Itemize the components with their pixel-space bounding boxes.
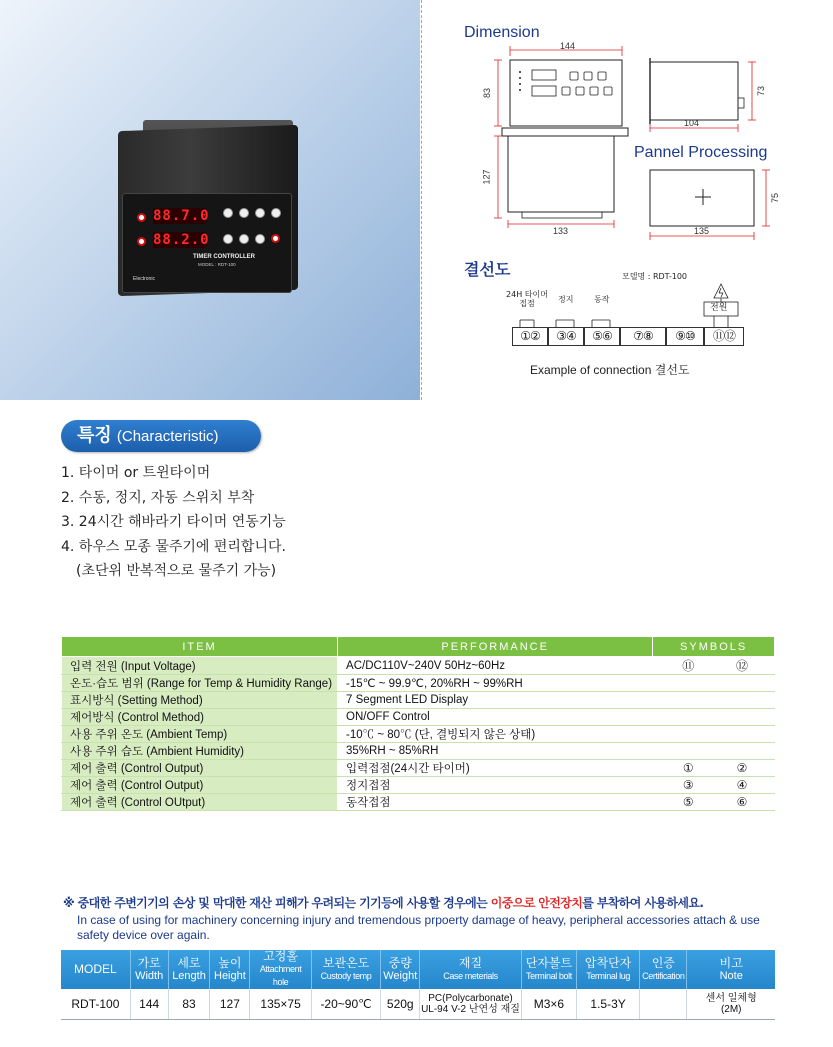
characteristics-list xyxy=(61,461,286,584)
model-header-11 xyxy=(687,950,775,989)
spec-performance: -15℃ ~ 99.9℃, 20%RH ~ 99%RH xyxy=(338,675,653,692)
cell-bolt: M3×6 xyxy=(521,989,576,1019)
header-en: Case meterials xyxy=(443,970,498,981)
model-header-3 xyxy=(210,950,250,989)
header-en: Length xyxy=(172,969,206,982)
cell-note xyxy=(687,989,775,1019)
spec-row xyxy=(62,726,775,743)
terminal-9-10: ⑨⑩ xyxy=(666,327,704,346)
header-ko: 중량 xyxy=(388,955,412,970)
model-header-8 xyxy=(521,950,576,989)
terminal-11-12: ⑪⑫ xyxy=(704,327,744,346)
dim-body-width: 133 xyxy=(553,226,569,236)
material-line-2: UL-94 V-2 난연성 재질 xyxy=(421,1003,520,1015)
characteristic-item: 2. 수동, 정지, 자동 스위치 부착 xyxy=(61,489,255,506)
spec-item: 사용 주위 온도 (Ambient Temp) xyxy=(62,726,338,743)
cell-width: 144 xyxy=(130,989,168,1019)
spec-row xyxy=(62,692,775,709)
indicator-2-icon xyxy=(137,237,146,246)
header-en: Attachment hole xyxy=(259,964,302,987)
header-ko: 단자볼트 xyxy=(525,955,573,970)
cell-length: 83 xyxy=(168,989,210,1019)
spec-item: 사용 주위 습도 (Ambient Humidity) xyxy=(62,743,338,760)
spec-item: 제어 출력 (Control Output) xyxy=(62,760,338,777)
spec-performance: 입력접점(24시간 타이머) xyxy=(338,760,653,777)
device-model-line: MODEL : RDT-100 xyxy=(198,262,236,267)
spec-table xyxy=(61,636,775,811)
header-ko: 재질 xyxy=(458,955,483,970)
button-3 xyxy=(255,208,265,218)
terminal-3-4: ③④ xyxy=(548,327,584,346)
dim-height: 83 xyxy=(482,87,493,99)
spec-symbols xyxy=(653,794,775,811)
header-item: ITEM xyxy=(62,637,338,657)
characteristic-item: 1. 타이머 or 트윈타이머 xyxy=(61,465,211,481)
header-ko: 가로 xyxy=(137,955,161,970)
spec-performance: -10℃ ~ 80℃ (단, 결빙되지 않은 상태) xyxy=(338,726,653,743)
cell-height: 127 xyxy=(210,989,250,1019)
model-header-10 xyxy=(640,950,687,989)
model-header-2 xyxy=(168,950,210,989)
cell-hole: 135×75 xyxy=(250,989,311,1019)
spec-table-body xyxy=(62,657,775,811)
label-power: 전원 xyxy=(710,303,728,313)
header-ko: 높이 xyxy=(218,955,242,970)
characteristic-note: (초단위 반복적으로 물주기 가능) xyxy=(76,563,277,579)
device-front-panel xyxy=(122,193,292,293)
model-header-6 xyxy=(381,950,420,989)
spec-row xyxy=(62,760,775,777)
spec-performance: 35%RH ~ 85%RH xyxy=(338,743,653,760)
spec-symbols xyxy=(653,657,775,675)
label-run: 동작 xyxy=(594,295,610,304)
symbol-b: ② xyxy=(736,761,748,775)
panel-width: 135 xyxy=(694,226,710,236)
model-header-1 xyxy=(130,950,168,989)
symbol-a: ③ xyxy=(682,778,694,792)
terminal-5-6: ⑤⑥ xyxy=(584,327,620,346)
warning-ko-prefix: ※ 중대한 주변기기의 손상 및 막대한 재산 피해가 우려되는 기기등에 사용할 경우에는 xyxy=(63,896,491,910)
button-5 xyxy=(223,234,233,244)
button-4 xyxy=(271,208,281,218)
spec-item: 제어 출력 (Control Output) xyxy=(62,777,338,794)
characteristic-item: 4. 하우스 모종 물주기에 편리합니다. xyxy=(61,538,286,555)
indicator-1-icon xyxy=(137,213,146,222)
spec-row xyxy=(62,777,775,794)
header-en: Custody temp xyxy=(320,970,372,981)
spec-item: 제어방식 (Control Method) xyxy=(62,709,338,726)
cell-weight: 520g xyxy=(381,989,420,1019)
spec-item: 입력 전원 (Input Voltage) xyxy=(62,657,338,675)
button-1 xyxy=(223,208,233,218)
cell-model: RDT-100 xyxy=(61,989,130,1019)
device-label: TIMER CONTROLLER xyxy=(193,254,255,260)
connection-caption: Example of connection 결선도 xyxy=(530,363,690,377)
warning-ko-highlight-1: 이중으로 xyxy=(490,896,535,910)
warning-korean xyxy=(63,894,703,911)
characteristics-badge xyxy=(61,420,261,452)
cell-material xyxy=(420,989,521,1019)
warning-ko-highlight-2: 안전장치 xyxy=(538,896,583,910)
spec-performance: AC/DC110V~240V 50Hz~60Hz xyxy=(338,657,653,675)
spec-row xyxy=(62,709,775,726)
header-en: Terminal lug xyxy=(586,970,630,981)
pannel-processing-title: Pannel Processing xyxy=(634,144,768,161)
symbol-a: ⑤ xyxy=(682,795,694,809)
spec-symbols xyxy=(653,726,775,743)
spec-table-header xyxy=(62,637,775,657)
dim-width: 144 xyxy=(560,41,576,51)
label-stop: 정지 xyxy=(558,295,574,304)
characteristic-item: 3. 24시간 해바라기 타이머 연동기능 xyxy=(61,514,286,530)
spec-row xyxy=(62,657,775,675)
header-ko: 압착단자 xyxy=(584,955,632,970)
symbol-a: ① xyxy=(682,761,694,775)
cell-temp: -20~90℃ xyxy=(311,989,380,1019)
spec-row xyxy=(62,794,775,811)
header-ko: 보관온도 xyxy=(322,955,370,970)
model-table-header xyxy=(61,950,775,989)
header-performance: PERFORMANCE xyxy=(338,637,653,657)
warning-ko-suffix: 를 부착하여 사용하세요. xyxy=(582,896,704,910)
warning-english: In case of using for machinery concerning injury and tremendous prpoerty damage of heavy, peripheral accessories attach & use safety device over again. xyxy=(77,913,760,942)
spec-row xyxy=(62,743,775,760)
spec-item: 온도·습도 범위 (Range for Temp & Humidity Range) xyxy=(62,675,338,692)
symbol-b: ⑥ xyxy=(736,795,748,809)
button-2 xyxy=(239,208,249,218)
spec-row xyxy=(62,675,775,692)
panel-height: 75 xyxy=(770,192,781,204)
header-en: Certification xyxy=(642,970,685,981)
spec-performance: 동작접점 xyxy=(338,794,653,811)
header-ko: 인증 xyxy=(651,955,675,970)
note-line-1: 센서 일체형 xyxy=(705,992,757,1004)
spec-symbols xyxy=(653,777,775,794)
terminal-7-8: ⑦⑧ xyxy=(620,327,666,346)
symbol-b: ④ xyxy=(736,778,748,792)
model-name-label: 모델명 : RDT-100 xyxy=(622,272,687,281)
header-en: Height xyxy=(214,969,246,982)
spec-item: 제어 출력 (Control OUtput) xyxy=(62,794,338,811)
dim-depth: 104 xyxy=(684,118,700,128)
spec-performance: ON/OFF Control xyxy=(338,709,653,726)
symbol-a: ⑪ xyxy=(682,659,695,673)
model-table-row xyxy=(61,989,775,1019)
symbol-b: ⑫ xyxy=(736,659,749,673)
model-table xyxy=(61,950,775,1020)
product-photo xyxy=(0,0,420,400)
characteristics-title-ko: 특징 xyxy=(77,425,112,446)
model-header-7 xyxy=(420,950,521,989)
button-6 xyxy=(239,234,249,244)
device-brand: Electronic xyxy=(133,276,155,282)
led-display-1: 88.7.0 xyxy=(153,208,210,224)
terminal-1-2: ①② xyxy=(512,327,548,346)
spec-symbols xyxy=(653,675,775,692)
header-en: Width xyxy=(135,969,164,982)
cell-cert xyxy=(640,989,687,1019)
cell-lug: 1.5-3Y xyxy=(577,989,640,1019)
dimension-title: Dimension xyxy=(464,24,540,41)
material-line-1: PC(Polycarbonate) xyxy=(428,992,513,1004)
dim-body-height: 127 xyxy=(481,169,492,185)
dimension-panel xyxy=(421,0,833,400)
spec-performance: 7 Segment LED Display xyxy=(338,692,653,709)
header-ko: 세로 xyxy=(177,955,201,970)
spec-performance: 정지접점 xyxy=(338,777,653,794)
model-header-4 xyxy=(250,950,311,989)
header-ko: 비고 xyxy=(719,955,743,970)
header-symbols: SYMBOLS xyxy=(653,637,775,657)
spec-item: 표시방식 (Setting Method) xyxy=(62,692,338,709)
characteristics-title-en: (Characteristic) xyxy=(116,428,219,445)
label-24h-timer: 24H 타이머 접점 xyxy=(506,290,548,308)
dim-side-height: 73 xyxy=(756,85,767,97)
button-8 xyxy=(271,234,280,243)
spec-symbols xyxy=(653,709,775,726)
note-line-2: (2M) xyxy=(720,1003,742,1015)
model-header-0: MODEL xyxy=(61,950,130,989)
spec-symbols xyxy=(653,692,775,709)
button-7 xyxy=(255,234,265,244)
header-en: Terminal bolt xyxy=(525,970,572,981)
spec-symbols xyxy=(653,760,775,777)
model-header-9 xyxy=(577,950,640,989)
header-en: Weight xyxy=(383,969,418,982)
wiring-title: 결선도 xyxy=(464,262,511,279)
header-ko: 고정홀 xyxy=(263,949,298,963)
spec-symbols xyxy=(653,743,775,760)
model-header-5 xyxy=(311,950,380,989)
header-en: Note xyxy=(719,969,743,982)
led-display-2: 88.2.0 xyxy=(153,232,210,248)
